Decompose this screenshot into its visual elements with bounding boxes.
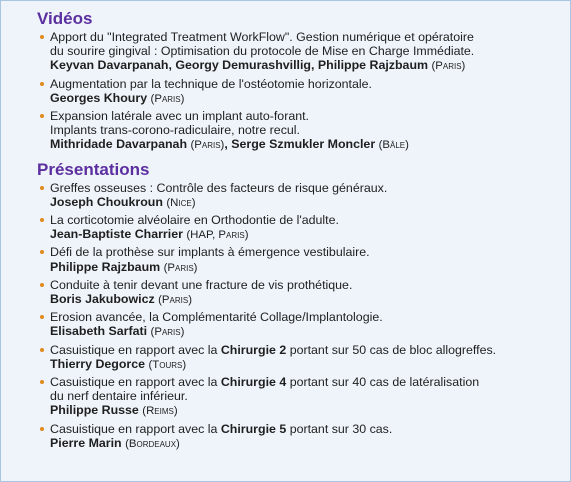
item-title-line: Augmentation par la technique de l'ostéotomie horizontale. (50, 76, 372, 91)
videos-list (39, 30, 560, 153)
author-location: (Paris) (150, 326, 185, 339)
list-item (39, 181, 560, 210)
author-location: (Nice) (166, 196, 196, 209)
item-title-line: Implants trans-corono-radiculaire, notre recul. (50, 123, 300, 138)
bullet-icon (40, 380, 44, 384)
item-title-line: Erosion avancée, la Complémentarité Collage/Implantologie. (50, 310, 383, 325)
section-title-videos: Vidéos (37, 9, 93, 28)
item-title-line: Conduite à tenir devant une fracture de vis prothétique. (50, 277, 353, 292)
item-authors (50, 324, 560, 339)
author-names: Georges Khoury (50, 90, 148, 105)
item-title-line (50, 422, 560, 436)
author-names: Elisabeth Sarfati (50, 324, 148, 339)
item-authors (50, 260, 560, 275)
list-item (39, 109, 560, 153)
item-authors (50, 58, 560, 73)
item-authors (50, 137, 560, 152)
author-location: (Bordeaux) (125, 437, 180, 450)
bullet-icon (40, 114, 44, 118)
author-names: Thierry Degorce (50, 356, 146, 371)
list-item (39, 310, 560, 339)
title-text: portant sur 50 cas de bloc allogreffes. (286, 342, 497, 357)
bullet-icon (40, 186, 44, 190)
surgery-number: Chirurgie 2 (220, 342, 287, 357)
surgery-number: Chirurgie 4 (220, 375, 287, 390)
author-location: (Tours) (148, 358, 187, 371)
author-names: Philippe Russe (50, 403, 139, 418)
bullet-icon (40, 427, 44, 431)
item-title-line: Expansion latérale avec un implant auto-forant. (50, 109, 309, 124)
item-title-line: La corticotomie alvéolaire en Orthodontie de l'adulte. (50, 213, 339, 228)
title-text: portant sur 40 cas de latéralisation (286, 375, 480, 390)
item-authors (50, 91, 560, 106)
author-names: Jean-Baptiste Charrier (50, 227, 183, 242)
author-location: (Paris) (158, 294, 192, 307)
bullet-icon (40, 283, 44, 287)
item-title-line: Apport du "Integrated Treatment WorkFlow". Gestion numérique et opératoire (50, 30, 474, 44)
author-location: (Reims) (142, 405, 178, 418)
author-names: Mithridade Davarpanah (50, 137, 188, 152)
list-item (39, 213, 560, 242)
bullet-icon (40, 82, 44, 86)
list-item (39, 375, 560, 419)
author-names: Pierre Marin (50, 435, 122, 450)
section-title-presentations: Présentations (37, 159, 150, 179)
title-text: Casuistique en rapport avec la (50, 421, 221, 436)
author-names: Keyvan Davarpanah, Georgy Demurashvillig, Philippe Rajzbaum (50, 58, 429, 73)
list-item (39, 30, 560, 74)
title-text: Casuistique en rapport avec la (50, 375, 221, 390)
bullet-icon (40, 35, 44, 39)
item-authors (50, 403, 560, 418)
author-names: , Serge Szmukler Moncler (224, 137, 376, 152)
item-title-line: Greffes osseuses : Contrôle des facteurs de risque généraux. (50, 180, 388, 195)
item-title-line (50, 375, 560, 389)
list-item (39, 278, 560, 307)
author-location: (Paris) (431, 60, 466, 73)
bullet-icon (40, 250, 44, 254)
author-names: Boris Jakubowicz (50, 292, 155, 307)
author-names: Philippe Rajzbaum (50, 259, 161, 274)
bullet-icon (40, 218, 44, 222)
author-location: (Paris) (150, 92, 185, 105)
item-authors (50, 436, 560, 451)
author-location: (Paris) (190, 139, 225, 152)
presentations-list (39, 181, 560, 451)
item-authors (50, 357, 560, 372)
author-location: (HAP, Paris) (186, 229, 249, 242)
author-location: (Paris) (163, 261, 198, 274)
list-item (39, 422, 560, 451)
item-title-line: Défi de la prothèse sur implants à émergence vestibulaire. (50, 245, 370, 260)
bullet-icon (40, 348, 44, 352)
item-authors (50, 195, 560, 210)
author-names: Joseph Choukroun (50, 194, 163, 209)
author-location: (Bâle) (378, 139, 409, 152)
item-authors (50, 292, 560, 307)
list-item (39, 343, 560, 372)
bullet-icon (40, 315, 44, 319)
item-authors (50, 227, 560, 242)
list-item (39, 77, 560, 106)
item-title-line (50, 343, 560, 357)
list-item (39, 245, 560, 274)
item-title-line: du nerf dentaire inférieur. (50, 389, 188, 404)
title-text: Casuistique en rapport avec la (50, 342, 221, 357)
surgery-number: Chirurgie 5 (220, 421, 287, 436)
item-title-line: du sourire gingival : Optimisation du protocole de Mise en Charge Immédiate. (50, 44, 475, 59)
title-text: portant sur 30 cas. (286, 421, 393, 436)
